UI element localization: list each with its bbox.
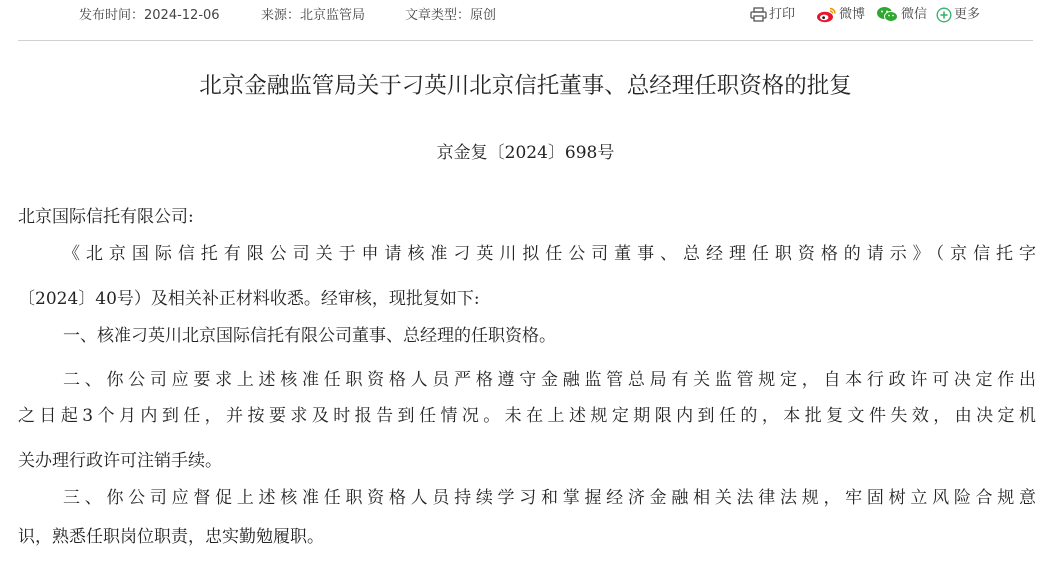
weibo-label: 微博 bbox=[839, 7, 866, 22]
paragraph-item-3-line2: 识，熟悉任职岗位职责，忠实勤勉履职。 bbox=[18, 527, 324, 547]
paragraph-item-2-line3: 关办理行政许可注销手续。 bbox=[18, 451, 222, 471]
weibo-share-button[interactable] bbox=[816, 6, 865, 23]
publish-time: 发布时间：2024-12-06 bbox=[79, 8, 220, 23]
wechat-label: 微信 bbox=[901, 7, 928, 22]
wechat-share-button[interactable] bbox=[876, 6, 927, 23]
document-number: 京金复〔2024〕698号 bbox=[436, 143, 615, 163]
paragraph-item-2-line1: 二、你公司应要求上述核准任职资格人员严格遵守金融监管总局有关监管规定，自本行政许可决定作出 bbox=[63, 370, 1036, 390]
print-label: 打印 bbox=[769, 7, 796, 22]
paragraph-request-cont: 〔2024〕40号）及相关补正材料收悉。经审核，现批复如下: bbox=[18, 289, 480, 309]
printer-icon bbox=[750, 7, 769, 22]
article-type: 文章类型：原创 bbox=[405, 8, 497, 23]
more-label: 更多 bbox=[954, 7, 981, 22]
article-source: 来源：北京监管局 bbox=[261, 8, 366, 23]
article-meta-bar bbox=[0, 0, 1051, 32]
wechat-icon bbox=[876, 6, 901, 23]
salutation: 北京国际信托有限公司: bbox=[18, 207, 194, 227]
weibo-icon bbox=[816, 6, 839, 23]
paragraph-item-1: 一、核准刁英川北京国际信托有限公司董事、总经理的任职资格。 bbox=[63, 326, 556, 346]
plus-circle-icon bbox=[936, 7, 954, 23]
paragraph-item-3-line1: 三、你公司应督促上述核准任职资格人员持续学习和掌握经济金融相关法律法规，牢固树立风险合规意 bbox=[63, 488, 1036, 508]
header-divider bbox=[18, 40, 1033, 41]
paragraph-item-2-line2: 之日起3个月内到任，并按要求及时报告到任情况。未在上述规定期限内到任的，本批复文件失效，由决定机 bbox=[18, 406, 1036, 426]
print-button[interactable] bbox=[750, 6, 795, 23]
paragraph-request-line: 《北京国际信托有限公司关于申请核准刁英川拟任公司董事、总经理任职资格的请示》（京信托字 bbox=[63, 244, 1036, 264]
article-title: 北京金融监管局关于刁英川北京信托董事、总经理任职资格的批复 bbox=[199, 73, 852, 99]
more-share-button[interactable] bbox=[936, 6, 980, 23]
